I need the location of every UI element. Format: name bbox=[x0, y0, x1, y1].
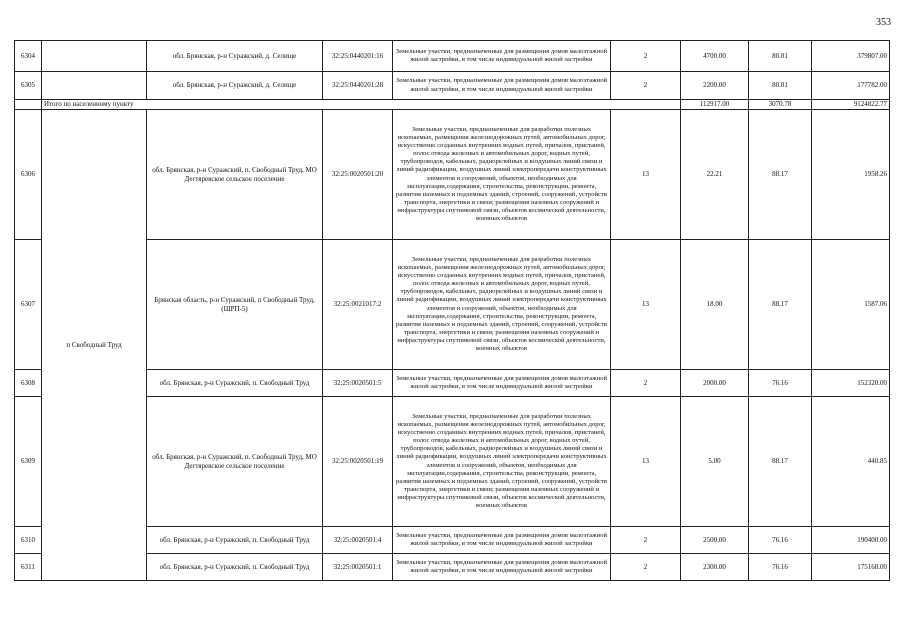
table-row bbox=[15, 527, 890, 554]
rate-cell: 80.81 bbox=[749, 41, 812, 72]
summary-empty-cell bbox=[15, 100, 42, 110]
area-cell: 22.21 bbox=[681, 110, 749, 240]
summary-area: 112917.00 bbox=[681, 100, 749, 110]
group-number-cell: 2 bbox=[611, 527, 681, 554]
table-row bbox=[15, 110, 890, 240]
area-cell: 2500.00 bbox=[681, 527, 749, 554]
address-cell: обл. Брянская, р-н Суражский, п. Свободный Труд, МО Дегтяревское сельское поселение bbox=[147, 110, 323, 240]
rate-cell: 76.16 bbox=[749, 554, 812, 581]
cadastral-value-table bbox=[14, 40, 890, 581]
address-cell: обл. Брянская, р-н Суражский, п. Свободный Труд, МО Дегтяревское сельское поселение bbox=[147, 397, 323, 527]
value-cell: 379807.00 bbox=[812, 41, 890, 72]
row-number: 6307 bbox=[15, 240, 42, 370]
row-number: 6308 bbox=[15, 370, 42, 397]
address-cell: обл. Брянская, р-н Суражский, п. Свободный Труд bbox=[147, 370, 323, 397]
value-cell: 1587.06 bbox=[812, 240, 890, 370]
group-number-cell: 2 bbox=[611, 554, 681, 581]
row-number: 6311 bbox=[15, 554, 42, 581]
area-cell: 4700.00 bbox=[681, 41, 749, 72]
row-number: 6310 bbox=[15, 527, 42, 554]
rate-cell: 88.17 bbox=[749, 110, 812, 240]
land-use-cell: Земельные участки, предназначенные для размещения домов малоэтажной жилой застройки, в том числе индивидуальной жилой застройки bbox=[393, 527, 611, 554]
group-number-cell: 2 bbox=[611, 370, 681, 397]
land-use-cell: Земельные участки, предназначенные для разработки полезных ископаемых, размещения железнодорожных путей, автомобильных дорог, искусственно созданных внутренних водных путей, причалов, пристаней, полос отвода железных и автомобильных дорог, водных путей, трубопроводов, кабельных, радиорелейных и воздушных линий связи и линий радиофикации, воздушных линий электропередачи конструктивных элементов и сооружений, объектов, необходимых для эксплуатации,содержания, строительства, реконструкции, ремонта, развития наземных и подземных зданий, строений, сооружений, устройств транспорта, энергетики и связи; размещения наземных сооружений и инфраструктуры спутниковой связи, объектов космической деятельности, военных объектов bbox=[393, 240, 611, 370]
row-number: 6309 bbox=[15, 397, 42, 527]
value-cell: 175168.00 bbox=[812, 554, 890, 581]
land-use-cell: Земельные участки, предназначенные для размещения домов малоэтажной жилой застройки, в том числе индивидуальной жилой застройки bbox=[393, 370, 611, 397]
land-use-cell: Земельные участки, предназначенные для размещения домов малоэтажной жилой застройки, в том числе индивидуальной жилой застройки bbox=[393, 72, 611, 100]
row-number: 6305 bbox=[15, 72, 42, 100]
cadastral-number-cell: 32:25:0440201:28 bbox=[323, 72, 393, 100]
value-cell: 1958.26 bbox=[812, 110, 890, 240]
land-use-cell: Земельные участки, предназначенные для разработки полезных ископаемых, размещения железнодорожных путей, автомобильных дорог, искусственно созданных внутренних водных путей, причалов, пристаней, полос отвода железных и автомобильных дорог, водных путей, трубопроводов, кабельных, радиорелейных и воздушных линий связи и линий радиофикации, воздушных линий электропередачи конструктивных элементов и сооружений, объектов, необходимых для эксплуатации,содержания, строительства, реконструкции, ремонта, развития наземных и подземных зданий, строений, сооружений, устройств транспорта, энергетики и связи; размещения наземных сооружений и инфраструктуры спутниковой связи, объектов космической деятельности, военных объектов bbox=[393, 397, 611, 527]
table-row bbox=[15, 240, 890, 370]
locality-cell bbox=[42, 41, 147, 72]
row-number: 6304 bbox=[15, 41, 42, 72]
table-row bbox=[15, 554, 890, 581]
area-cell: 5.00 bbox=[681, 397, 749, 527]
area-cell: 2200.00 bbox=[681, 72, 749, 100]
address-cell: обл. Брянская, р-н Суражский, п. Свободный Труд bbox=[147, 527, 323, 554]
value-cell: 190400.00 bbox=[812, 527, 890, 554]
address-cell: обл. Брянская, р-н Суражский, д. Селище bbox=[147, 72, 323, 100]
value-cell: 152320.00 bbox=[812, 370, 890, 397]
address-cell: Брянская область, р-н Суражский, п Свободный Труд, (ШРП-5) bbox=[147, 240, 323, 370]
page-number: 353 bbox=[876, 17, 891, 28]
cadastral-number-cell: 32:25:0021017:2 bbox=[323, 240, 393, 370]
summary-value: 9124822.77 bbox=[812, 100, 890, 110]
address-cell: обл. Брянская, р-н Суражский, п. Свободный Труд bbox=[147, 554, 323, 581]
value-cell: 177782.00 bbox=[812, 72, 890, 100]
summary-row bbox=[15, 100, 890, 110]
rate-cell: 88.17 bbox=[749, 240, 812, 370]
group-number-cell: 2 bbox=[611, 41, 681, 72]
group-number-cell: 2 bbox=[611, 72, 681, 100]
land-use-cell: Земельные участки, предназначенные для разработки полезных ископаемых, размещения железнодорожных путей, автомобильных дорог, искусственно созданных внутренних водных путей, причалов, пристаней, полос отвода железных и автомобильных дорог, водных путей, трубопроводов, кабельных, радиорелейных и воздушных линий связи и линий радиофикации, воздушных линий электропередачи конструктивных элементов и сооружений, объектов, необходимых для эксплуатации,содержания, строительства, реконструкции, ремонта, развития наземных и подземных зданий, строений, сооружений, устройств транспорта, энергетики и связи; размещения наземных сооружений и инфраструктуры спутниковой связи, объектов космической деятельности, военных объектов bbox=[393, 110, 611, 240]
cadastral-number-cell: 32:25:0020501:1 bbox=[323, 554, 393, 581]
rate-cell: 88.17 bbox=[749, 397, 812, 527]
table-row bbox=[15, 370, 890, 397]
cadastral-number-cell: 32:25:0020501:20 bbox=[323, 110, 393, 240]
cadastral-number-cell: 32:25:0020501:19 bbox=[323, 397, 393, 527]
area-cell: 2000.00 bbox=[681, 370, 749, 397]
cadastral-number-cell: 32:25:0440201:16 bbox=[323, 41, 393, 72]
cadastral-number-cell: 32:25:0020501:4 bbox=[323, 527, 393, 554]
table-row bbox=[15, 72, 890, 100]
area-cell: 18.00 bbox=[681, 240, 749, 370]
area-cell: 2300.00 bbox=[681, 554, 749, 581]
table-row bbox=[15, 41, 890, 72]
rate-cell: 76.16 bbox=[749, 527, 812, 554]
rate-cell: 76.16 bbox=[749, 370, 812, 397]
land-use-cell: Земельные участки, предназначенные для размещения домов малоэтажной жилой застройки, в том числе индивидуальной жилой застройки bbox=[393, 554, 611, 581]
land-use-cell: Земельные участки, предназначенные для размещения домов малоэтажной жилой застройки, в том числе индивидуальной жилой застройки bbox=[393, 41, 611, 72]
summary-rate: 3070.78 bbox=[749, 100, 812, 110]
address-cell: обл. Брянская, р-н Суражский, д. Селище bbox=[147, 41, 323, 72]
group-number-cell: 13 bbox=[611, 397, 681, 527]
locality-cell bbox=[42, 72, 147, 100]
summary-label: Итого по населенному пункту bbox=[42, 100, 681, 110]
group-number-cell: 13 bbox=[611, 110, 681, 240]
cadastral-number-cell: 32:25:0020501:5 bbox=[323, 370, 393, 397]
table-row bbox=[15, 397, 890, 527]
locality-name: п Свободный Труд bbox=[42, 110, 147, 581]
rate-cell: 80.81 bbox=[749, 72, 812, 100]
row-number: 6306 bbox=[15, 110, 42, 240]
value-cell: 440.85 bbox=[812, 397, 890, 527]
group-number-cell: 13 bbox=[611, 240, 681, 370]
